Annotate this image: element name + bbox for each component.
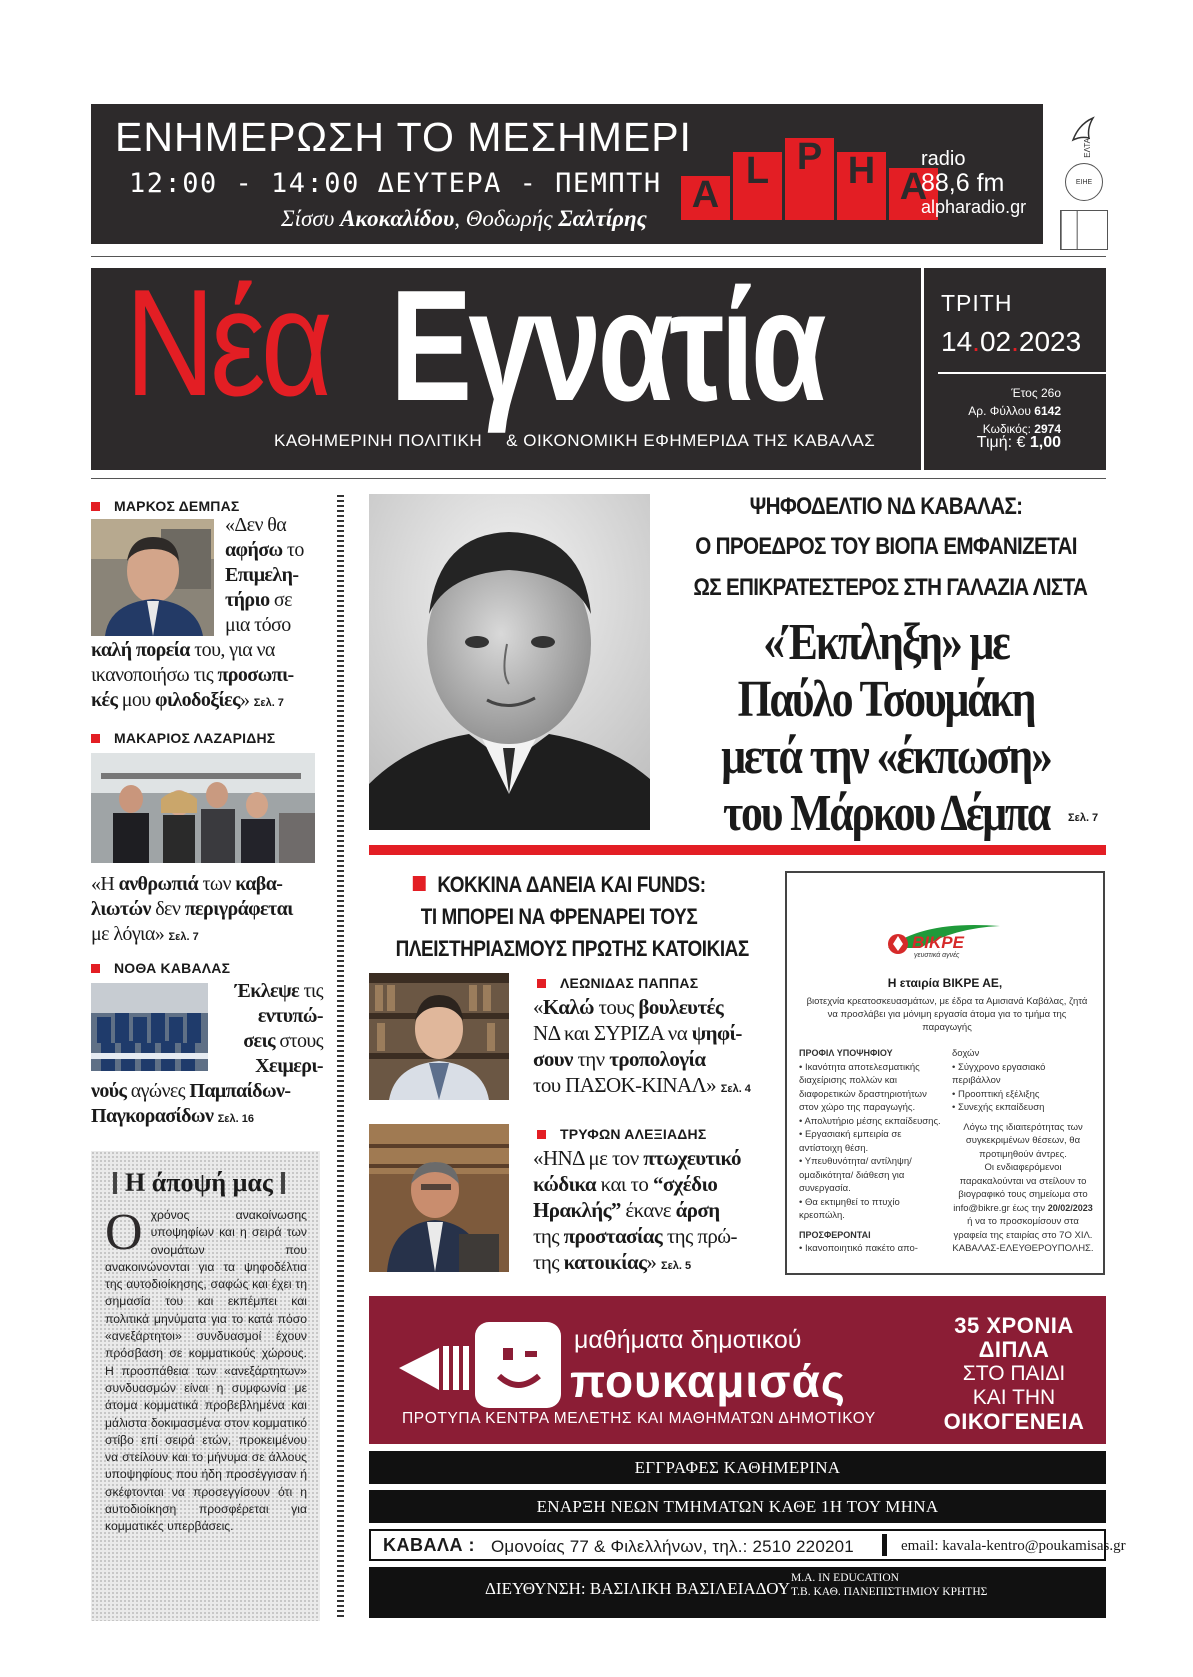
photo-pavlos-tsoumakis [369,494,650,830]
claim-line: ΚΑΙ ΤΗΝ [972,1386,1056,1409]
red-square-icon [91,502,100,511]
poukamisas-claim [929,1314,1099,1434]
masthead [91,268,1106,470]
director-name: ΔΙΕΥΘΥΝΣΗ: ΒΑΣΙΛΙΚΗ ΒΑΣΙΛΕΙΑΔΟΥ [485,1579,790,1598]
divider [882,1534,887,1556]
vikre-logo-text: ΒΙΚΡΕ [912,933,964,952]
section-kicker: ΛΕΩΝΙΔΑΣ ΠΑΠΠΑΣ [537,975,698,991]
vikre-logo-subtitle: γευστικά αγνές [914,952,960,959]
job-ad-vikre [785,871,1105,1275]
poukamisas-ad [369,1296,1106,1444]
director-degrees: M.A. IN EDUCATION Τ.Β. ΚΑΘ. ΠΑΝΕΠΙΣΤΗΜΙΟΥ ΚΡΗΤΗΣ [791,1572,988,1598]
main-headline-4: του Μάρκου Δέμπα [722,785,1050,842]
radio-word: radio [921,148,966,170]
poukamisas-tagline: ΠΡΟΤΥΠΑ ΚΕΝΤΡΑ ΜΕΛΕΤΗΣ ΚΑΙ ΜΑΘΗΜΑΤΩΝ ΔΗΜΟΤΙΚΟΥ [402,1410,876,1427]
section-kicker: ΤΡΥΦΩΝ ΑΛΕΞΙΑΔΗΣ [537,1126,706,1142]
opinion-dropcap: Ο [105,1204,143,1261]
story2-headline-2: ΤΙ ΜΠΟΡΕΙ ΝΑ ΦΡΕΝΑΡΕΙ ΤΟΥΣ [420,904,698,929]
page-reference: Σελ. 7 [253,697,284,709]
left-item-dempas-quote-a: «Δεν θα αφήσω το Επιμελη- τήριο σε μια τόσο [225,514,304,636]
main-subhead-3: ΩΣ ΕΠΙΚΡΑΤΕΣΤΕΡΟΣ ΣΤΗ ΓΑΛΑΖΙΑ ΛΙΣΤΑ [693,574,1088,601]
contact-city: ΚΑΒΑΛΑ : [383,1535,475,1555]
left-item-dempas [91,498,319,514]
job-ad-profile-item: • Υπευθυνότητα/ αντίληψη/ ομαδικότητα/ διάθεση για συνεργασία. [799,1156,912,1194]
job-ad-profile-item: • Ικανότητα αποτελεσματικής διαχείρισης πολλών και διαφορετικών δραστηριοτήτων στον χώρο της παραγωγής. [799,1061,927,1113]
page-reference: Σελ. 5 [660,1260,692,1272]
issue-day: ΤΡΙΤΗ [941,290,1013,316]
page-reference: Σελ. 7 [1068,812,1099,824]
page-reference: Σελ. 4 [720,1083,751,1095]
elta-label: ΕΛΤΑ [1083,138,1092,158]
red-square-icon [412,876,425,891]
left-item-notha-text-b: νούς αγώνες Παμπαίδων- Παγκορασίδων Σελ. 16 [91,1080,291,1127]
job-ad-offer-item: • Προοπτική εξέλιξης [952,1088,1040,1100]
red-square-icon [91,964,100,973]
page-reference: Σελ. 16 [217,1113,254,1125]
job-ad-offer-item: • Συνεχής εκπαίδευση [952,1102,1045,1113]
job-ad-profile-item: • Εργασιακή εμπειρία σε αντίστοιχη θέση. [799,1129,902,1154]
alpha-logo-letter: L [733,152,782,220]
job-ad-profile-heading: ΠΡΟΦΙΛ ΥΠΟΨΗΦΙΟΥ [799,1048,893,1058]
radio-ad-hosts: Σίσσυ Ακοκαλίδου, Θοδωρής Σαλτίρης [281,206,647,231]
divider [938,372,1106,374]
photo-notha-team [91,983,208,1071]
main-headline-2: Παύλο Τσουμάκη [737,671,1035,728]
main-subhead-2: Ο ΠΡΟΕΔΡΟΣ ΤΟΥ ΒΙΟΠΑ ΕΜΦΑΝΙΖΕΤΑΙ [695,533,1077,560]
story2-pappas-quote: «Καλώ τους βουλευτές ΝΔ και ΣΥΡΙΖΑ να ψηφί- σουν την τροπολογία του ΠΑΣΟΚ-ΚΙΝΑΛ» Σελ. 4 [533,995,751,1097]
section-kicker: ΜΑΡΚΟΣ ΔΕΜΠΑΣ [91,498,319,514]
main-headline-1: «Έκπληξη» με [763,614,1009,671]
claim-line: ΔΙΠΛΑ [978,1337,1050,1362]
claim-line: 35 ΧΡΟΝΙΑ [954,1313,1074,1338]
issue-date: 14.02.2023 [941,326,1082,357]
alpha-logo-letter: A [681,176,730,220]
radio-ad-banner [91,104,1043,244]
job-ad-description: βιοτεχνία κρεατοσκευασμάτων, με έδρα τα Αμισιανά Καβάλας, ζητά να προσλάβει για μόνιμη εργασία άτομα για το τμήμα της παραγωγής [806,996,1088,1033]
radio-ad-schedule: 12:00 - 14:00 ΔΕΥΤΕΡΑ - ΠΕΜΠΤΗ [129,168,662,199]
main-subhead-1: ΨΗΦΟΔΕΛΤΙΟ ΝΔ ΚΑΒΑΛΑΣ: [749,493,1023,520]
alpha-logo-letter: P [785,138,834,220]
claim-line: ΣΤΟ ΠΑΙΔΙ [962,1362,1066,1385]
poukamisas-subtitle: μαθήματα δημοτικού [574,1326,802,1354]
director-bar [369,1567,1106,1618]
job-ad-profile-item: • Θα εκτιμηθεί το πτυχίο κρεοπώλη. [799,1196,900,1221]
photo-lazaridis-group [91,753,315,863]
job-ad-profile [799,1047,942,1256]
red-square-icon [537,1130,546,1139]
job-ad-contact: Οι ενδιαφερόμενοι παρακαλούνται να στείλουν το βιογραφικό τους σημείωμα στο info@bikre.gr έως την 20/02/2023 ή να το προσκομίσουν στα γραφεία της εταιρίας στο 7Ο ΧΙΛ. ΚΑΒΑΛΑΣ-ΕΛΕΥΘΕΡΟΥΠΟΛΗΣ. [952,1162,1094,1254]
issue-code: Κωδικός: 2974 [982,422,1061,436]
publisher-seal-icon [1065,163,1103,201]
page-reference: Σελ. 7 [168,931,199,943]
job-ad-offer-item: δοχών [952,1048,980,1059]
divider [91,478,1106,479]
alpha-logo-letter: H [837,152,886,220]
left-item-dempas-quote-b: καλή πορεία του, για να ικανοποιήσω τις προσωπι- κές μου φιλοδοξίες» Σελ. 7 [91,639,294,711]
postage-paid-stamp-icon [1060,210,1108,250]
story2-headline-3: ΠΛΕΙΣΤΗΡΙΑΣΜΟΥΣ ΠΡΩΤΗΣ ΚΑΤΟΙΚΙΑΣ [395,936,749,961]
masthead-title-white: Εγνατία [390,268,823,434]
claim-line: ΟΙΚΟΓΕΝΕΙΑ [943,1409,1085,1434]
poukamisas-brand: πουκαμισάς [570,1355,846,1407]
masthead-title-red: Νέα [125,268,328,428]
story2-alexiadis-quote: «ΗΝΔ με τον πτωχευτικό κώδικα και το “σχέδιο Ηρακλής” έκανε άρση της προστασίας της πρώ- της κατοικίας» Σελ. 5 [533,1146,741,1274]
section-kicker: ΜΑΚΑΡΙΟΣ ΛΑΖΑΡΙΔΗΣ [91,730,319,746]
radio-website: alpharadio.gr [921,196,1027,217]
left-item-lazaridis-quote: «Η ανθρωπιά των καβα- λιωτών δεν περιγράφεται με λόγια» Σελ. 7 [91,873,293,945]
job-ad-profile-item: • Απολυτήριο μέσης εκπαίδευσης. [799,1115,941,1127]
radio-ad-headline: ΕΝΗΜΕΡΩΣΗ ΤΟ ΜΕΣΗΜΕΡΙ [115,114,692,160]
left-item-notha [91,960,319,976]
issue-number: Αρ. Φύλλου 6142 [968,404,1061,418]
red-divider [369,845,1106,855]
alpha-radio-logo [681,132,941,220]
poukamisas-logo-icon [399,1318,564,1413]
issue-year: Έτος 26ο [1011,386,1061,400]
opinion-box [91,1151,320,1621]
vikre-logo [884,918,1004,964]
job-ad-title: Η εταιρία ΒΙΚΡΕ ΑΕ, [887,976,1003,990]
divider [921,268,924,470]
seal-label: ΕΙΗΕ [1075,178,1093,186]
left-item-lazaridis [91,730,319,746]
photo-tryfon-alexiadis [369,1124,509,1272]
contact-email: email: kavala-kentro@poukamisas.gr [901,1538,1126,1554]
radio-frequency: 88,6 fm [921,169,1005,197]
photo-leonidas-pappas [369,973,509,1100]
alpha-radio-info [921,148,1026,217]
story2-headline-1: ΚΟΚΚΙΝΑ ΔΑΝΕΙΑ ΚΑΙ FUNDS: [396,872,723,898]
red-square-icon [537,979,546,988]
job-ad-offer [952,1047,1094,1256]
main-headline-3: μετά την «έκπωση» [721,728,1051,785]
section-kicker: ΝΟΘΑ ΚΑΒΑΛΑΣ [91,960,319,976]
job-ad-offer-heading: ΠΡΟΣΦΕΡΟΝΤΑΙ [799,1229,871,1240]
contact-address: Ομονοίας 77 & Φιλελλήνων, τηλ.: 2510 220201 [491,1537,854,1556]
issue-price: Τιμή: € 1,00 [976,434,1061,451]
divider [91,256,1106,257]
contact-bar [369,1529,1126,1561]
photo-markos-dempas [91,519,214,636]
new-classes-bar: ΕΝΑΡΞΗ ΝΕΩΝ ΤΜΗΜΑΤΩΝ ΚΑΘΕ 1Η ΤΟΥ ΜΗΝΑ [369,1490,1106,1523]
alpha-logo-letter: A [889,168,938,220]
red-square-icon [91,734,100,743]
left-item-notha-text-a: Έκλεψε τις εντυπώ- σεις στους Χειμερι- [234,980,323,1077]
masthead-tagline: ΚΑΘΗΜΕΡΙΝΗ ΠΟΛΙΤΙΚΗ & ΟΙΚΟΝΟΜΙΚΗ ΕΦΗΜΕΡΙΔΑ ΤΗΣ ΚΑΒΑΛΑΣ [274,431,876,450]
column-divider [337,495,344,1620]
opinion-title: Η άποψή μας [105,1168,293,1198]
opinion-body: Οχρόνος ανακοίνωσης υποψηφίων και η σειρά των ονομάτων που ανακοινώνονται για τα ψηφοδέλτια της αυτοδιοίκησης, σαφώς και έχει τη σημασία του και εκπέμπει και πολιτικά μηνύματα για το κατά πόσο «ανεξάρτητοι» συνδυασμοί έχουν πρόσβαση σε κομματικούς χώρους. Η προσπάθεια των «ανεξάρτητων» συνδυασμών είναι η συμφωνία με άτομα κομματικά προβεβλημένα και μάλιστα δοκιμασμένα στον κομματικό στίβο επί σειρά ετών, προκειμένου να στείλουν και το μήνυμα σε άλλους υποψηφίους που ήδη προσέγγισαν ή σκέφτονται να προσεγγίσουν ότι η αυτοδιοίκηση προσφέρεται για κομματικές υπερβάσεις. [105,1204,307,1534]
issue-meta [949,384,1061,438]
job-ad-note: Λόγω της ιδιαιτερότητας των συγκεκριμένων θέσεων, θα προτιμηθούν άντρες. [963,1121,1083,1160]
enrollment-bar: ΕΓΓΡΑΦΕΣ ΚΑΘΗΜΕΡΙΝΑ [369,1451,1106,1484]
job-ad-offer-item: • Σύγχρονο εργασιακό περιβάλλον [952,1061,1046,1086]
job-ad-offer-item: • Ικανοποιητικό πακέτο απο- [799,1243,918,1254]
